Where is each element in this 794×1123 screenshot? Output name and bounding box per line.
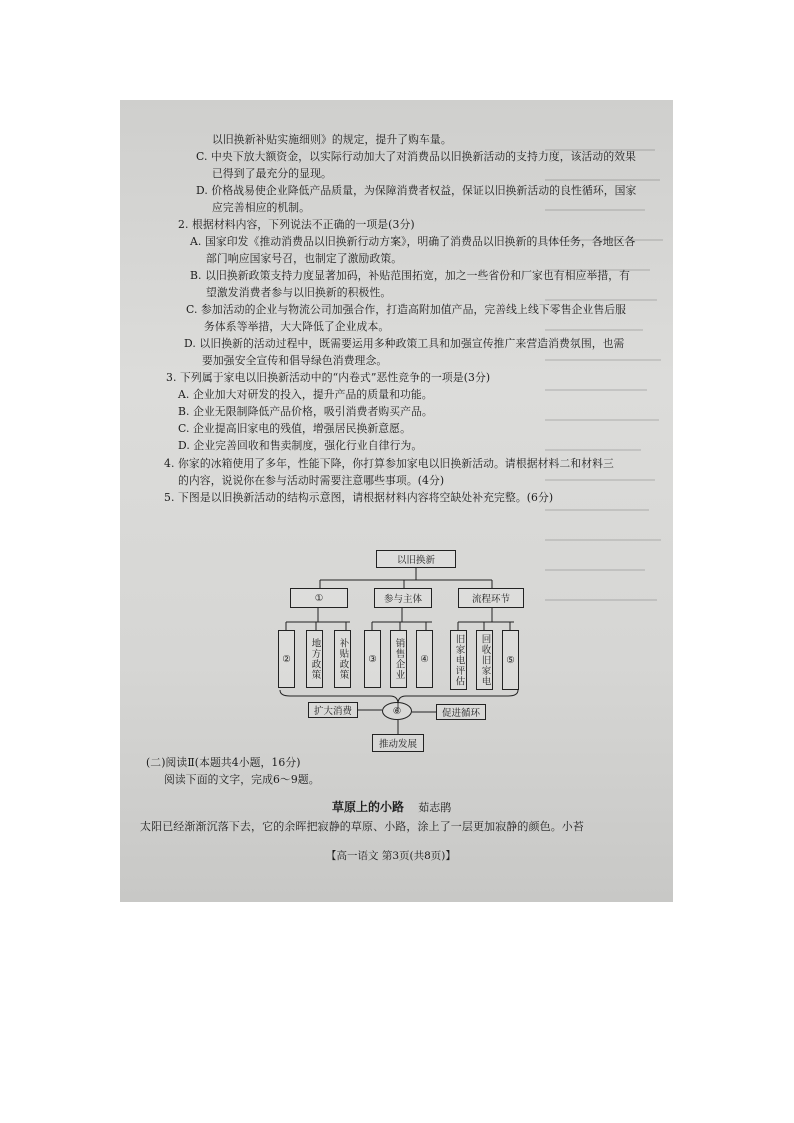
- diagram-blank-4: ④: [416, 630, 433, 688]
- diagram-branch-2: 参与主体: [374, 588, 432, 608]
- diagram-blank-3: ③: [364, 630, 381, 688]
- diagram-blank-5: ⑤: [502, 630, 519, 690]
- diagram-leaf-local-policy: 地方政策: [306, 630, 323, 688]
- diagram-branch-1: ①: [290, 588, 348, 608]
- diagram-leaf-sales-enterprise: 销售企业: [390, 630, 407, 688]
- text-line: 以旧换新补贴实施细则》的规定，提升了购车量。: [212, 133, 452, 146]
- text-line: 的内容，说说你在参与活动时需要注意哪些事项。(4分): [178, 474, 445, 487]
- option-a: A. 企业加大对研发的投入，提升产品的质量和功能。: [178, 388, 433, 401]
- diagram-leaf-old-appliance-eval: 旧家电评估: [450, 630, 467, 690]
- diagram-blank-6: ⑥: [382, 702, 412, 720]
- question-3: 3. 下列属于家电以旧换新活动中的“内卷式”恶性竞争的一项是(3分): [166, 371, 491, 384]
- option-d: D. 企业完善回收和售卖制度，强化行业自律行为。: [178, 439, 423, 452]
- text-line: D. 价格战易使企业降低产品质量，为保障消费者权益，保证以旧换新活动的良性循环，国家: [196, 184, 637, 197]
- question-4: 4. 你家的冰箱使用了多年，性能下降，你打算参加家电以旧换新活动。请根据材料二和材料三: [164, 457, 614, 470]
- text-line: 应完善相应的机制。: [212, 201, 311, 214]
- text-line: 已得到了最充分的显现。: [212, 167, 332, 180]
- text-line: 要加强安全宣传和倡导绿色消费理念。: [202, 354, 388, 367]
- text-line: 务体系等举措，大大降低了企业成本。: [204, 320, 390, 333]
- option-c: C. 企业提高旧家电的残值，增强居民换新意愿。: [178, 422, 411, 435]
- diagram-leaf-subsidy-policy: 补贴政策: [334, 630, 351, 688]
- text-line: C. 中央下放大额资金，以实际行动加大了对消费品以旧换新活动的支持力度，该活动的效果: [196, 150, 637, 163]
- question-2: 2. 根据材料内容，下列说法不正确的一项是(3分): [178, 218, 415, 231]
- diagram-blank-2: ②: [278, 630, 295, 688]
- text-line: B. 以旧换新政策支持力度显著加码，补贴范围拓宽，加之一些省份和厂家也有相应举措，有: [190, 269, 631, 282]
- story-author: 茹志鹃: [418, 801, 452, 814]
- diagram-expand-consumption: 扩大消费: [308, 702, 358, 718]
- story-first-line: 太阳已经渐渐沉落下去，它的余晖把寂静的草原、小路，涂上了一层更加寂静的颜色。小苔: [140, 820, 584, 833]
- text-line: D. 以旧换新的活动过程中，既需要运用多种政策工具和加强宣传推广来营造消费氛围，也需: [184, 337, 625, 350]
- section-heading: (二)阅读Ⅱ(本题共4小题，16分): [146, 756, 301, 769]
- page-footer: 【高一语文 第3页(共8页)】: [326, 850, 456, 862]
- question-5: 5. 下图是以旧换新活动的结构示意图，请根据材料内容将空缺处补充完整。(6分): [164, 491, 554, 504]
- instruction: 阅读下面的文字，完成6～9题。: [164, 773, 320, 786]
- diagram-root: 以旧换新: [376, 550, 456, 568]
- text-line: 望激发消费者参与以旧换新的积极性。: [206, 286, 392, 299]
- text-line: A. 国家印发《推动消费品以旧换新行动方案》，明确了消费品以旧换新的具体任务，各地区各: [190, 235, 636, 248]
- story-title-text: 草原上的小路: [332, 800, 405, 814]
- exam-page-photo: [120, 100, 673, 902]
- text-line: C. 参加活动的企业与物流公司加强合作，打造高附加值产品，完善线上线下零售企业售后服: [186, 303, 627, 316]
- diagram-branch-3: 流程环节: [458, 588, 524, 608]
- option-b: B. 企业无限制降低产品价格，吸引消费者购买产品。: [178, 405, 433, 418]
- diagram-leaf-recycle-old-appliance: 回收旧家电: [476, 630, 493, 690]
- diagram-promote-development: 推动发展: [372, 734, 424, 752]
- diagram-promote-cycle: 促进循环: [436, 704, 486, 720]
- story-title: [332, 798, 451, 815]
- text-line: 部门响应国家号召，也制定了激励政策。: [206, 252, 403, 265]
